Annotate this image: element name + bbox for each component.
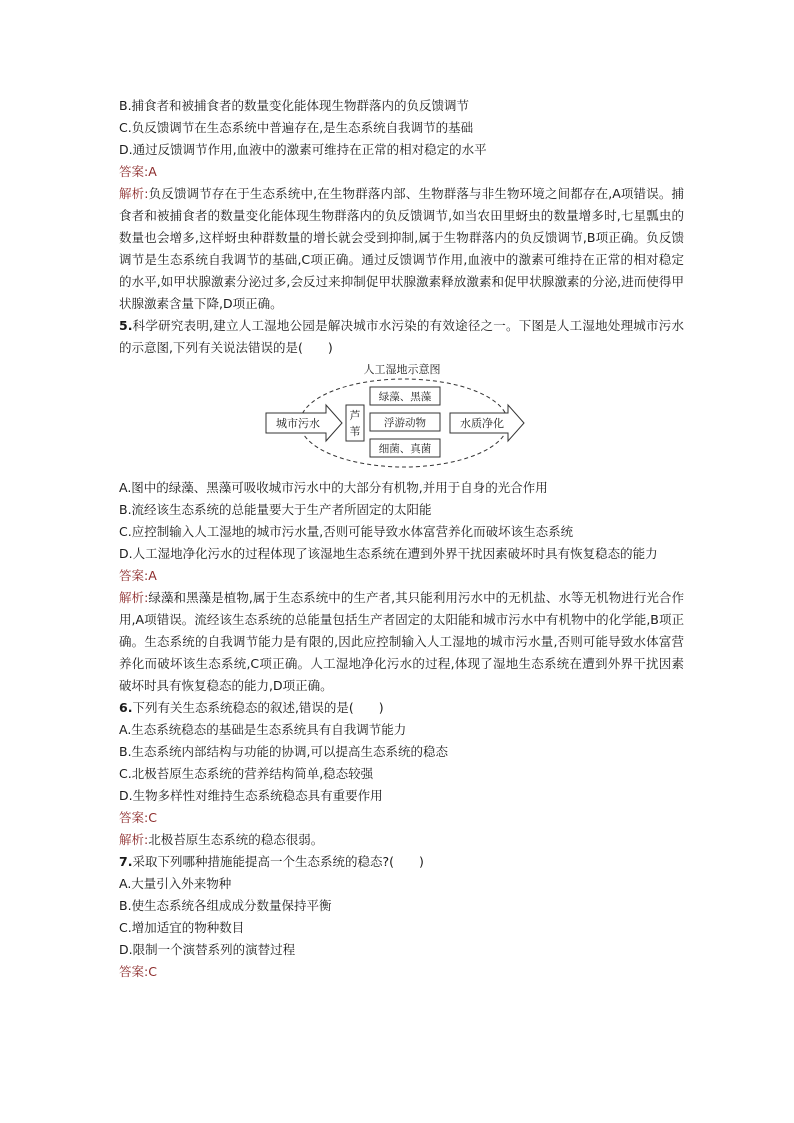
microbe-label: 细菌、真菌: [378, 443, 432, 455]
q6-option-a: A.生态系统稳态的基础是生态系统具有自我调节能力: [119, 722, 407, 737]
q6-analysis: [119, 829, 684, 851]
q4-analysis-text: 负反馈调节存在于生态系统中,在生物群落内部、生物群落与非生物环境之间都存在,A项错误。捕食者和被捕食者的数量变化能体现生物群落内的负反馈调节,如当农田里蚜虫的数量增多时,七星瓢虫的数量也会增多,这样蚜虫种群数量的增长就会受到抑制,属于生物群落内的负反馈调节,B项正确。负反馈调节是生态系统自我调节的基础,C项正确。通过反馈调节作用,血液中的激素可维持在正常的相对稳定的水平,如甲状腺激素分泌过多,会反过来抑制促甲状腺激素释放激素和促甲状腺激素的分泌,进而使得甲状腺激素含量下降,D项正确。: [119, 186, 684, 311]
q5-stem-text: 科学研究表明,建立人工湿地公园是解决城市水污染的有效途径之一。下图是人工湿地处理城市污水的示意图,下列有关说法错误的是( ): [119, 318, 684, 355]
q6-stem-text: 下列有关生态系统稳态的叙述,错误的是( ): [132, 700, 384, 715]
q5-stem: [119, 315, 684, 359]
q6-answer-value: C: [148, 810, 157, 825]
q5-number: 5.: [119, 318, 133, 333]
q5-answer-label: 答案:: [119, 568, 149, 583]
q4-analysis: [119, 183, 684, 315]
q6-analysis-text: 北极苔原生态系统的稳态很弱。: [148, 832, 324, 847]
q6-analysis-label: 解析:: [119, 832, 149, 847]
q5-analysis: [119, 587, 684, 697]
q6-stem: [119, 697, 684, 719]
q6-option-c: C.北极苔原生态系统的营养结构简单,稳态较强: [119, 766, 374, 781]
q6-answer-label: 答案:: [119, 810, 149, 825]
q5-option-b: B.流经该生态系统的总能量要大于生产者所固定的太阳能: [119, 502, 432, 517]
q7-option-c: C.增加适宜的物种数目: [119, 920, 245, 935]
q6-option-d: D.生物多样性对维持生态系统稳态具有重要作用: [119, 788, 383, 803]
q4-option-c: C.负反馈调节在生态系统中普遍存在,是生态系统自我调节的基础: [119, 120, 474, 135]
reed-label-2: 苇: [349, 425, 361, 438]
q4-answer: [119, 161, 684, 183]
q5-option-c: C.应控制输入人工湿地的城市污水量,否则可能导致水体富营养化而破坏该生态系统: [119, 524, 574, 539]
q7-answer: [119, 961, 684, 983]
q7-stem: [119, 851, 684, 873]
q4-option-b: B.捕食者和被捕食者的数量变化能体现生物群落内的负反馈调节: [119, 98, 470, 113]
q5-answer: [119, 565, 684, 587]
q4-answer-value: A: [148, 164, 157, 179]
q7-stem-text: 采取下列哪种措施能提高一个生态系统的稳态?( ): [132, 854, 424, 869]
q4-answer-label: 答案:: [119, 164, 149, 179]
q5-answer-value: A: [148, 568, 157, 583]
q5-option-a: A.图中的绿藻、黑藻可吸收城市污水中的大部分有机物,并用于自身的光合作用: [119, 480, 548, 495]
reed-label-1: 芦: [349, 409, 361, 422]
wetland-diagram-svg: [264, 361, 544, 471]
q6-number: 6.: [119, 700, 133, 715]
q6-option-b: B.生态系统内部结构与功能的协调,可以提高生态系统的稳态: [119, 744, 449, 759]
output-label: 水质净化: [460, 417, 504, 430]
q7-option-a: A.大量引入外来物种: [119, 876, 232, 891]
q4-analysis-label: 解析:: [119, 186, 149, 201]
q7-answer-value: C: [148, 964, 157, 979]
q4-option-d: D.通过反馈调节作用,血液中的激素可维持在正常的相对稳定的水平: [119, 142, 487, 157]
q7-option-d: D.限制一个演替系列的演替过程: [119, 942, 296, 957]
q5-option-d: D.人工湿地净化污水的过程体现了该湿地生态系统在遭到外界干扰因素破坏时具有恢复稳态的能力: [119, 546, 658, 561]
wetland-diagram: [119, 361, 684, 473]
document-body: [119, 95, 684, 983]
q6-answer: [119, 807, 684, 829]
diagram-title: 人工湿地示意图: [363, 363, 441, 376]
q7-option-b: B.使生态系统各组成成分数量保持平衡: [119, 898, 332, 913]
q5-analysis-label: 解析:: [119, 590, 149, 605]
q7-number: 7.: [119, 854, 133, 869]
algae-label: 绿藻、黑藻: [378, 391, 432, 403]
q5-analysis-text: 绿藻和黑藻是植物,属于生态系统中的生产者,其只能利用污水中的无机盐、水等无机物进行光合作用,A项错误。流经该生态系统的总能量包括生产者固定的太阳能和城市污水中有机物中的化学能,B项正确。生态系统的自我调节能力是有限的,因此应控制输入人工湿地的城市污水量,否则可能导致水体富营养化而破坏该生态系统,C项正确。人工湿地净化污水的过程,体现了湿地生态系统在遭到外界干扰因素破坏时具有恢复稳态的能力,D项正确。: [119, 590, 684, 693]
input-label: 城市污水: [276, 417, 320, 430]
zooplankton-label: 浮游动物: [384, 417, 426, 429]
q7-answer-label: 答案:: [119, 964, 149, 979]
